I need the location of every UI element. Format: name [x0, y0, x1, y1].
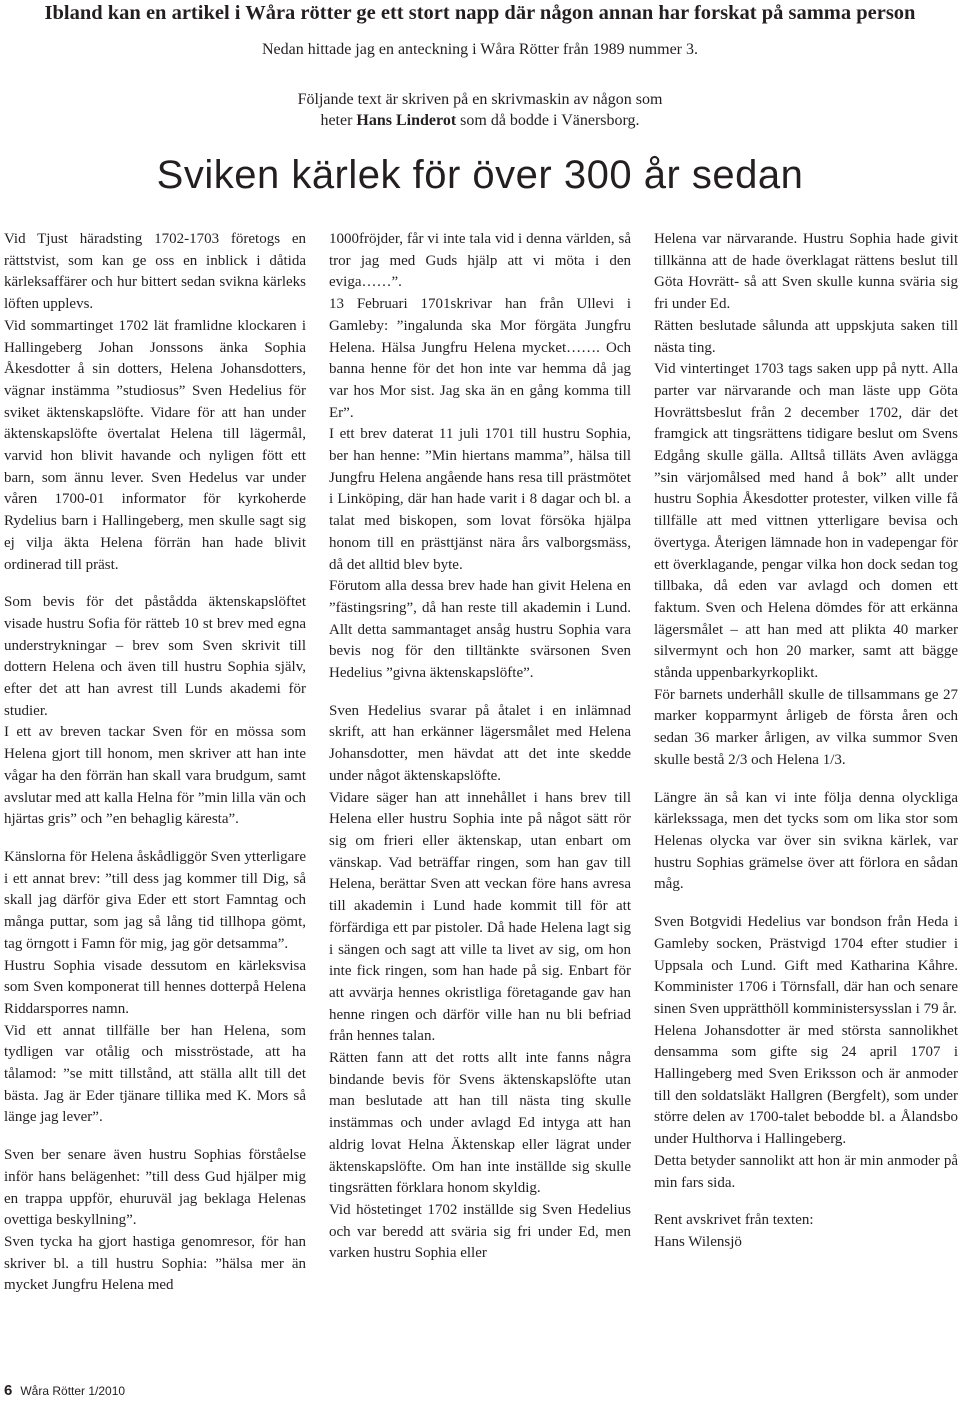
- paragraph: Längre än så kan vi inte följa denna olyckliga kärlekssaga, men det tycks som om lika stor som Helenas olycka var över sin svikna kärlek, var hustru Sophias grämelse över att förlora en sådan måg.: [654, 789, 958, 893]
- page-number: 6: [4, 1382, 13, 1399]
- paragraph: Vid ett annat tillfälle ber han Helena, som tydligen var otålig och misströstade, att ha tålamod: ”se mitt tillstånd, att ställa allt till det bästa. Jag är Eder tjänare tillika med K. Mors så länge jag lever”.: [4, 1022, 306, 1126]
- paragraph: I ett brev daterat 11 juli 1701 till hustru Sophia, ber han henne: ”Min hiertans mamma”, hälsa till Jungfru Helena angående hans resa till prästmötet i Linköping, där han hade varit i 8 dagar och bl. a talat med biskopen, som lovat försöka hjälpa honom till en prästtjänst nära års valborgsmäss, då det alltid blev byte.: [329, 426, 631, 573]
- paragraph: Vid vintertinget 1703 tags saken upp på nytt. Alla parter var närvarande och man läste upp Göta Hovrättsbeslut från 2 december 1702, där det framgick att tingsrättens tidigare beslut om Svens Edgång skulle gälla. Alltså tilläts Aven avlägga ”sin värjomålsed med hand å bok” allt under hustru Sophia Åkesdotter protester, vilken ville få tillfälle att med vittnen ytterligare bevisa och övertyga. Återigen lämnade hon in vadepengar för ett överklagande, pengar vilka hon dock sedan tog tillbaka, då eden var avlagd och domen ett faktum. Sven och Helena dömdes för att erkänna lägersmålet – att han med att plikta 40 marker silvermynt och hon 20 marker, samt att bägge stånda uppenbarkyrkoplikt.: [654, 361, 958, 682]
- paragraph: Sven ber senare även hustru Sophias förståelse inför hans belägenhet: ”till dess Gud hjälper mig en trappa uppför, ehuruväl jag beklaga Helenas ovettiga beskyllning”.: [4, 1147, 306, 1229]
- paragraph: I ett av breven tackar Sven för en mössa som Helena gjort till honom, men skriver att han inte vågar ha den förrän han skall vara brudgum, samt avslutar med att kalla Helna för ”min lilla vän och hjärtas gris” och ”en behaglig käresta”.: [4, 724, 306, 828]
- article-title: Sviken kärlek för över 300 år sedan: [156, 153, 804, 197]
- paragraph: Förutom alla dessa brev hade han givit Helena en ”fästingsring”, då han reste till akademin i Lund. Allt detta sammantaget ansåg hustru Sophia vara bevis nog för den tilltänkte svärsonen Sven Hedelius ”givna äktenskapslöfte”.: [329, 578, 631, 682]
- paragraph: Hustru Sophia visade dessutom en kärleksvisa som Sven komponerat till hennes dotterpå Helena Riddarsporres namn.: [4, 957, 306, 1017]
- article-column-3: [654, 229, 958, 1254]
- paragraph: 13 Februari 1701skrivar han från Ullevi i Gamleby: ”ingalunda ska Mor förgäta Jungfru Helena. Hälsa Jungfru Helena mycket……. Och banna henne för det hon inte var hemma då jag var hos Mor sist. Jag ska än en gång komma till Er”.: [329, 296, 631, 421]
- paragraph: Sven Botgvidi Hedelius var bondson från Heda i Gamleby socken, Prästvigd 1704 efter studier i Uppsala och Lund. Gift med Katharina Kåhre. Komminister 1706 i Törnsfall, där han och senare sinen Sven upprätthöll komministersysslan i 79 år.: [654, 914, 958, 1017]
- paragraph: Helena var närvarande. Hustru Sophia hade givit tillkänna att de hade överklagat rättens beslut till Göta Hovrätt- så att Sven skulle kunna sväria sig fri under Ed.: [654, 231, 958, 313]
- paragraph: Helena Johansdotter är med största sannolikhet densamma som gifte sig 24 april 1707 i Hallingeberg med Sven Eriksson och är anmoder till den soldatsläkt Hallgren (Bergfelt), som under större delen av 1700-talet bebodde bl. a Ålandsbo under Hulthorva i Hallingeberg.: [654, 1022, 958, 1148]
- paragraph: Sven tycka ha gjort hastiga genomresor, för han skriver bl. a till hustru Sophia: ”hälsa mer än mycket Jungfru Helena med: [4, 1233, 306, 1294]
- paragraph: Rätten fann att det rotts allt inte fanns några bindande bevis för Svens äktenskapslöfte utan man beslutade att han till nästa ting skulle instämmas och under avlagd Ed intyga att han aldrig lovat Helna Äktenskap eller lägrat under äktenskapslöfte. Om han inte inställde sig skulle tingsrätten förklara honom skyldig.: [329, 1050, 631, 1197]
- paragraph: Sven Hedelius svarar på åtalet i en inlämnad skrift, att han erkänner lägersmålet med Helena Johansdotter, men hävdat att det inte skedde under något äktenskapslöfte.: [329, 702, 631, 784]
- paragraph: Vid höstetinget 1702 inställde sig Sven Hedelius och var beredd att sväria sig fri under Ed, men varken hustru Sophia eller: [329, 1201, 631, 1262]
- paragraph: Rätten beslutade sålunda att uppskjuta saken till nästa ting.: [654, 317, 958, 356]
- paragraph: Som bevis för det påstådda äktenskapslöftet visade hustru Sofia för rätteb 10 st brev med egna understrykningar – brev som Sven skrivit till dottern Helena och även till hustru Sophia själv, efter det att han avrest till Lunds akademi för studier.: [4, 594, 306, 719]
- intro-suffix: som då bodde i Vänersborg.: [456, 112, 640, 129]
- paragraph: Känslorna för Helena åskådliggör Sven ytterligare i ett annat brev: ”till dess jag kommer till Dig, så skall jag därför giva Eder ett stort Famntag och många puttar, som jag så lång tid tillhopa gömt, tag örngott i Famn för mig, jag gör detsamma”.: [4, 848, 306, 952]
- paragraph: Vid sommartinget 1702 lät framlidne klockaren i Hallingeberg Johan Jonssons änka Sophia Åkesdotter å sin dotters, Helena Johansdotters, vägnar instämma ”studiosus” Sven Hedelius för sviket äktenskapslöfte. Vidare för att han under äktenskapslöfte övertalat Helena till lägermål, varvid hon blivit havande och nyligen fött ett barn, som ännu lever. Sven Hedelus var under våren 1700-01 informator för kyrkoherde Rydelius barn i Hallingeberg, men skulle sagt sig ej vilja äkta Helena förrän han hade blivit ordinerad till präst.: [4, 317, 306, 573]
- paragraph: Detta betyder sannolikt att hon är min anmoder på min fars sida.: [654, 1152, 958, 1191]
- intro-line-3: [120, 111, 840, 131]
- publication-name: Wåra Rötter 1/2010: [20, 1384, 126, 1398]
- paragraph: Vid Tjust häradsting 1702-1703 företogs en rättstvist, som kan ge oss en inblick i dåtida kärleksaffärer och hur bittert sedan svikna kärleks löften upplevs.: [4, 231, 306, 313]
- paragraph: 1000fröjder, får vi inte tala vid i denna världen, så tror jag med Guds hjälp att vi möta i den eviga……”.: [329, 231, 631, 291]
- paragraph: För barnets underhåll skulle de tillsammans ge 27 marker kopparmynt årligeb de första åren och sedan 36 marker årligen, av vilka summor Sven skulle bestå 2/3 och Helena 1/3.: [654, 686, 958, 768]
- author-signature: Hans Wilensjö: [654, 1233, 742, 1250]
- page-headline: Ibland kan en artikel i Wåra rötter ge ett stort napp där någon annan har forskat på samma person: [44, 2, 916, 24]
- article-column-2: [329, 229, 631, 1265]
- intro-prefix: heter: [320, 112, 357, 129]
- intro-author: Hans Linderot: [356, 112, 457, 129]
- page-footer: [4, 1382, 125, 1400]
- paragraph: Rent avskrivet från texten:: [654, 1212, 814, 1229]
- intro-line-1: Nedan hittade jag en anteckning i Wåra Rötter från 1989 nummer 3.: [262, 41, 698, 58]
- paragraph: Vidare säger han att innehållet i hans brev till Helena eller hustru Sophia inte på något sätt rör sig om frieri eller äktenskap, utan enbart om vänskap. Vad beträffar ringen, som han gav till Helena, berättar Sven att veckan före hans avresa till akademin i Lund hade kommit till för att förfärdiga ett par pistoler. Då hade Helena lagt sig i sängen och sagt att ville ta livet av sig, om hon inte fick ringen, som han hade på sig. Enbart för att avvärja hennes okristliga företagande gav han henne ringen och därför ville han nu bli befriad från hennes talan.: [329, 789, 631, 1045]
- intro-line-2: Följande text är skriven på en skrivmaskin av någon som: [297, 91, 663, 108]
- article-column-1: [4, 229, 306, 1297]
